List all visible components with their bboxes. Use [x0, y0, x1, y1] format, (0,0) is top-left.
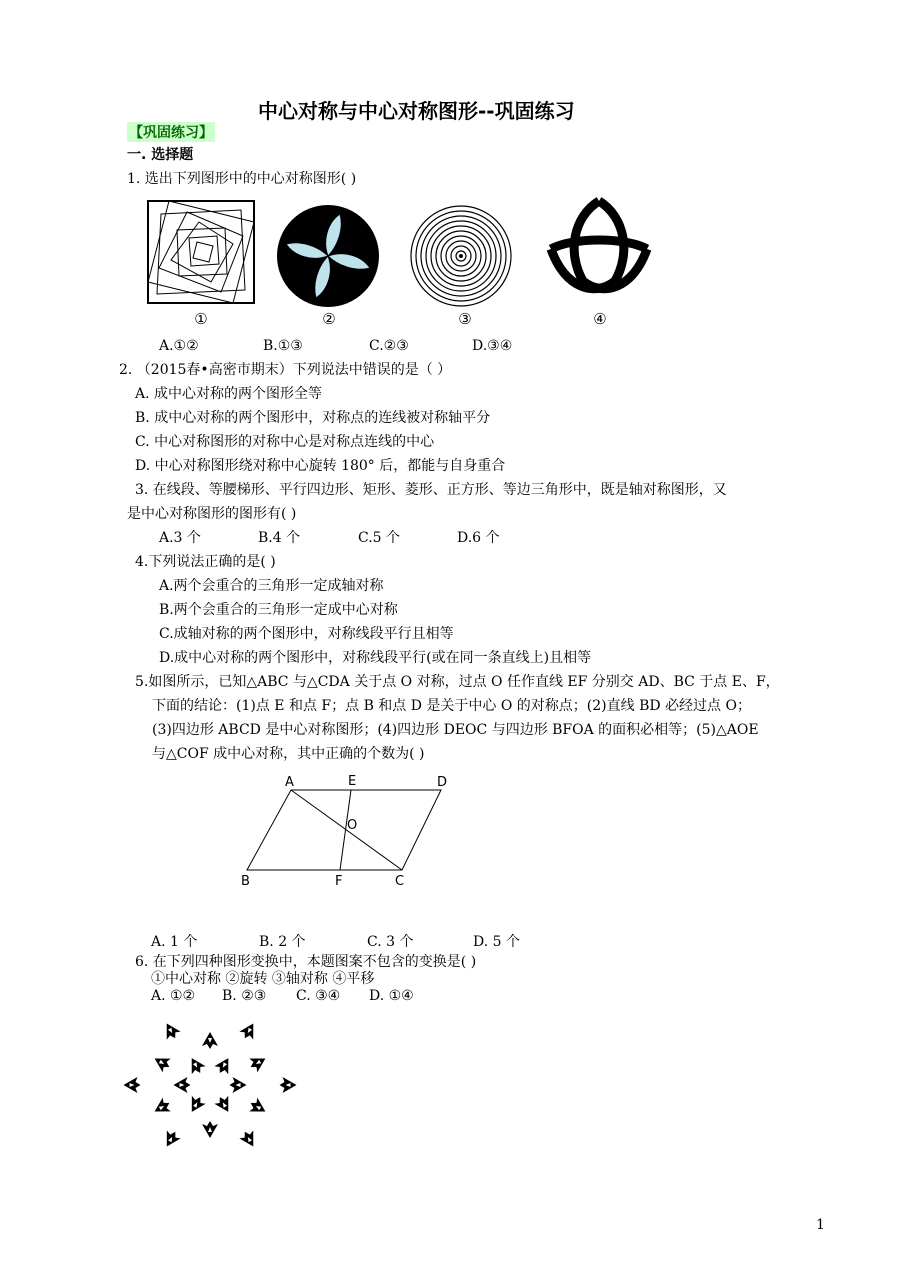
- q1-figure-1: [147, 200, 255, 304]
- section-tag: 【巩固练习】: [127, 122, 215, 142]
- pattern-arrow-glyph: [202, 1121, 218, 1138]
- pattern-arrow-glyph: [213, 1054, 235, 1077]
- pattern-arrow-glyph: [151, 1052, 174, 1074]
- q5-line-3: (3)四边形 ABCD 是中心对称图形；(4)四边形 DEOC 与四边形 BFOA 的面积必相等；(5)△AOE: [152, 722, 759, 738]
- q1-figure-label-4: ④: [593, 310, 607, 328]
- q2-option-b: B. 成中心对称的两个图形中，对称点的连线被对称轴平分: [135, 410, 491, 426]
- q6-option-a: A. ①②: [151, 988, 196, 1004]
- q1-option-b: B.①③: [263, 338, 303, 354]
- q6-choices: ①中心对称 ②旋转 ③轴对称 ④平移: [151, 971, 375, 987]
- q1-stem: 1. 选出下列图形中的中心对称图形( ): [127, 171, 357, 187]
- q1-figure-2: [276, 204, 380, 308]
- pattern-arrow-glyph: [202, 1032, 218, 1049]
- point-label-c: C: [395, 874, 405, 889]
- q5-option-b: B. 2 个: [259, 934, 306, 950]
- pattern-arrow-glyph: [238, 1020, 260, 1043]
- q6-option-c: C. ③④: [296, 988, 341, 1004]
- q1-figure-3: [409, 204, 513, 308]
- q5-line-2: 下面的结论：(1)点 E 和点 F；点 B 和点 D 是关于中心 O 的对称点；(2)直线 BD 必经过点 O；: [152, 698, 751, 714]
- pattern-arrow-glyph: [280, 1077, 297, 1093]
- q4-option-d: D.成中心对称的两个图形中，对称线段平行(或在同一条直线上)且相等: [159, 650, 592, 666]
- pattern-arrow-glyph: [160, 1020, 182, 1043]
- pattern-arrow-glyph: [230, 1077, 247, 1093]
- pattern-arrow-glyph: [213, 1093, 235, 1116]
- q4-option-a: A.两个会重合的三角形一定成轴对称: [159, 578, 384, 594]
- q1-figure-4: [543, 193, 655, 305]
- point-label-a: A: [285, 775, 294, 790]
- point-label-d: D: [437, 775, 448, 790]
- part-heading: 一. 选择题: [127, 147, 194, 163]
- q5-option-a: A. 1 个: [151, 934, 198, 950]
- pattern-arrow-glyph: [124, 1077, 141, 1093]
- q6-option-d: D. ①④: [369, 988, 414, 1004]
- q4-option-b: B.两个会重合的三角形一定成中心对称: [159, 602, 398, 618]
- q3-option-c: C.5 个: [358, 530, 401, 546]
- q2-option-c: C. 中心对称图形的对称中心是对称点连线的中心: [135, 434, 435, 450]
- q4-stem: 4.下列说法正确的是( ): [135, 554, 276, 570]
- pattern-arrow-glyph: [247, 1052, 270, 1074]
- q3-option-b: B.4 个: [258, 530, 301, 546]
- pattern-arrow-glyph: [238, 1128, 260, 1151]
- point-label-e: E: [348, 774, 357, 789]
- q6-pattern-figure: [120, 1010, 300, 1160]
- q5-option-c: C. 3 个: [367, 934, 414, 950]
- point-label-f: F: [335, 874, 343, 889]
- q1-figure-label-3: ③: [458, 310, 472, 328]
- q3-stem-line-2: 是中心对称图形的图形有( ): [127, 506, 297, 522]
- q5-parallelogram-figure: [238, 770, 458, 890]
- q1-option-d: D.③④: [472, 338, 513, 354]
- q6-stem: 6. 在下列四种图形变换中，本题图案不包含的变换是( ): [135, 954, 477, 970]
- q1-figure-label-1: ①: [194, 310, 208, 328]
- q5-line-1: 5.如图所示，已知△ABC 与△CDA 关于点 O 对称，过点 O 任作直线 EF 分别交 AD、BC 于点 E、F，: [135, 674, 780, 690]
- q2-option-a: A. 成中心对称的两个图形全等: [135, 386, 323, 402]
- q1-figure-label-2: ②: [322, 310, 336, 328]
- q3-stem-line-1: 3. 在线段、等腰梯形、平行四边形、矩形、菱形、正方形、等边三角形中，既是轴对称图形，又: [135, 482, 727, 498]
- pattern-arrow-glyph: [185, 1093, 207, 1116]
- page-number: 1: [816, 1217, 825, 1233]
- pattern-arrow-glyph: [247, 1096, 270, 1118]
- q1-option-c: C.②③: [369, 338, 409, 354]
- q5-line-4: 与△COF 成中心对称，其中正确的个数为( ): [152, 746, 425, 762]
- q3-option-d: D.6 个: [457, 530, 500, 546]
- q2-stem: 2. （2015春•高密市期末）下列说法中错误的是（ ）: [119, 362, 452, 378]
- q2-option-d: D. 中心对称图形绕对称中心旋转 180° 后，都能与自身重合: [135, 458, 506, 474]
- point-label-b: B: [241, 874, 250, 889]
- q4-option-c: C.成轴对称的两个图形中，对称线段平行且相等: [159, 626, 454, 642]
- q3-option-a: A.3 个: [159, 530, 201, 546]
- pattern-arrow-glyph: [174, 1077, 191, 1093]
- page-title: 中心对称与中心对称图形--巩固练习: [258, 99, 575, 123]
- point-label-o: O: [347, 818, 358, 833]
- pattern-arrow-glyph: [151, 1096, 174, 1118]
- q1-option-a: A.①②: [159, 338, 199, 354]
- q6-option-b: B. ②③: [222, 988, 267, 1004]
- pattern-arrow-glyph: [160, 1128, 182, 1151]
- q5-option-d: D. 5 个: [473, 934, 520, 950]
- pattern-arrow-glyph: [185, 1054, 207, 1077]
